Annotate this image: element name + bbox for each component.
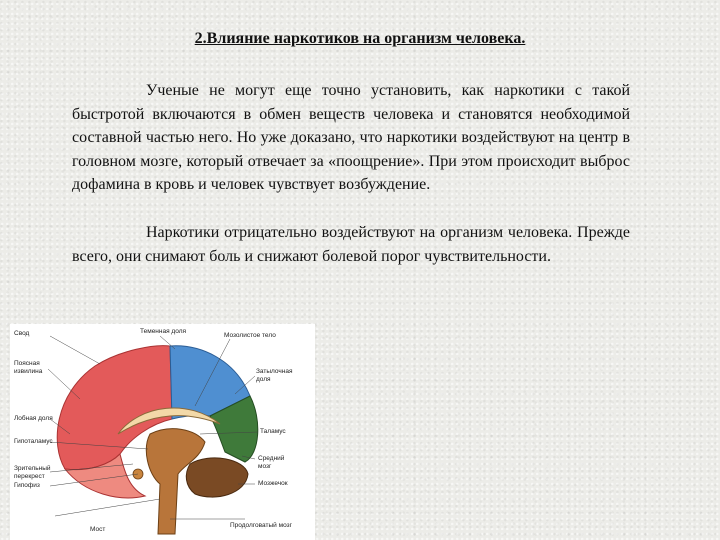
paragraph-2: Наркотики отрицательно воздействуют на организм человека. Прежде всего, они снимают боль и снижают болевой порог чувствительности. xyxy=(72,224,630,265)
brain-diagram xyxy=(10,324,315,540)
cerebellum-region xyxy=(186,458,248,497)
label-optic-chiasm: Зрительный перекрест xyxy=(14,465,51,480)
label-frontal-lobe: Лобная доля xyxy=(14,415,53,422)
label-fornix: Свод xyxy=(14,330,30,337)
label-pituitary: Гипофиз xyxy=(14,482,40,489)
label-midbrain: Средний мозг xyxy=(258,455,285,470)
label-occipital-lobe: Затылочная доля xyxy=(256,368,293,383)
page-title: 2.Влияние наркотиков на организм человека. xyxy=(194,30,526,47)
label-parietal-lobe: Теменная доля xyxy=(140,328,187,335)
paragraph-1: Ученые не могут еще точно установить, как наркотики с такой быстротой включаются в обмен веществ человека и становятся необходимой составной частью него. Но уже доказано, что наркотики воздействуют на центр в головном мозге, который отвечает за «поощрение». При этом происходит выброс дофамина в кровь и человек чувствует возбуждение. xyxy=(72,82,630,194)
label-cingulate-gyrus: Поясная извилина xyxy=(14,360,43,375)
label-thalamus: Таламус xyxy=(260,428,286,435)
label-corpus-callosum: Мозолистое тело xyxy=(224,332,276,339)
label-medulla: Продолговатый мозг xyxy=(230,522,292,529)
label-pons: Мост xyxy=(90,526,106,533)
label-cerebellum: Мозжечок xyxy=(258,480,288,487)
label-hypothalamus: Гипоталамус xyxy=(14,438,53,445)
